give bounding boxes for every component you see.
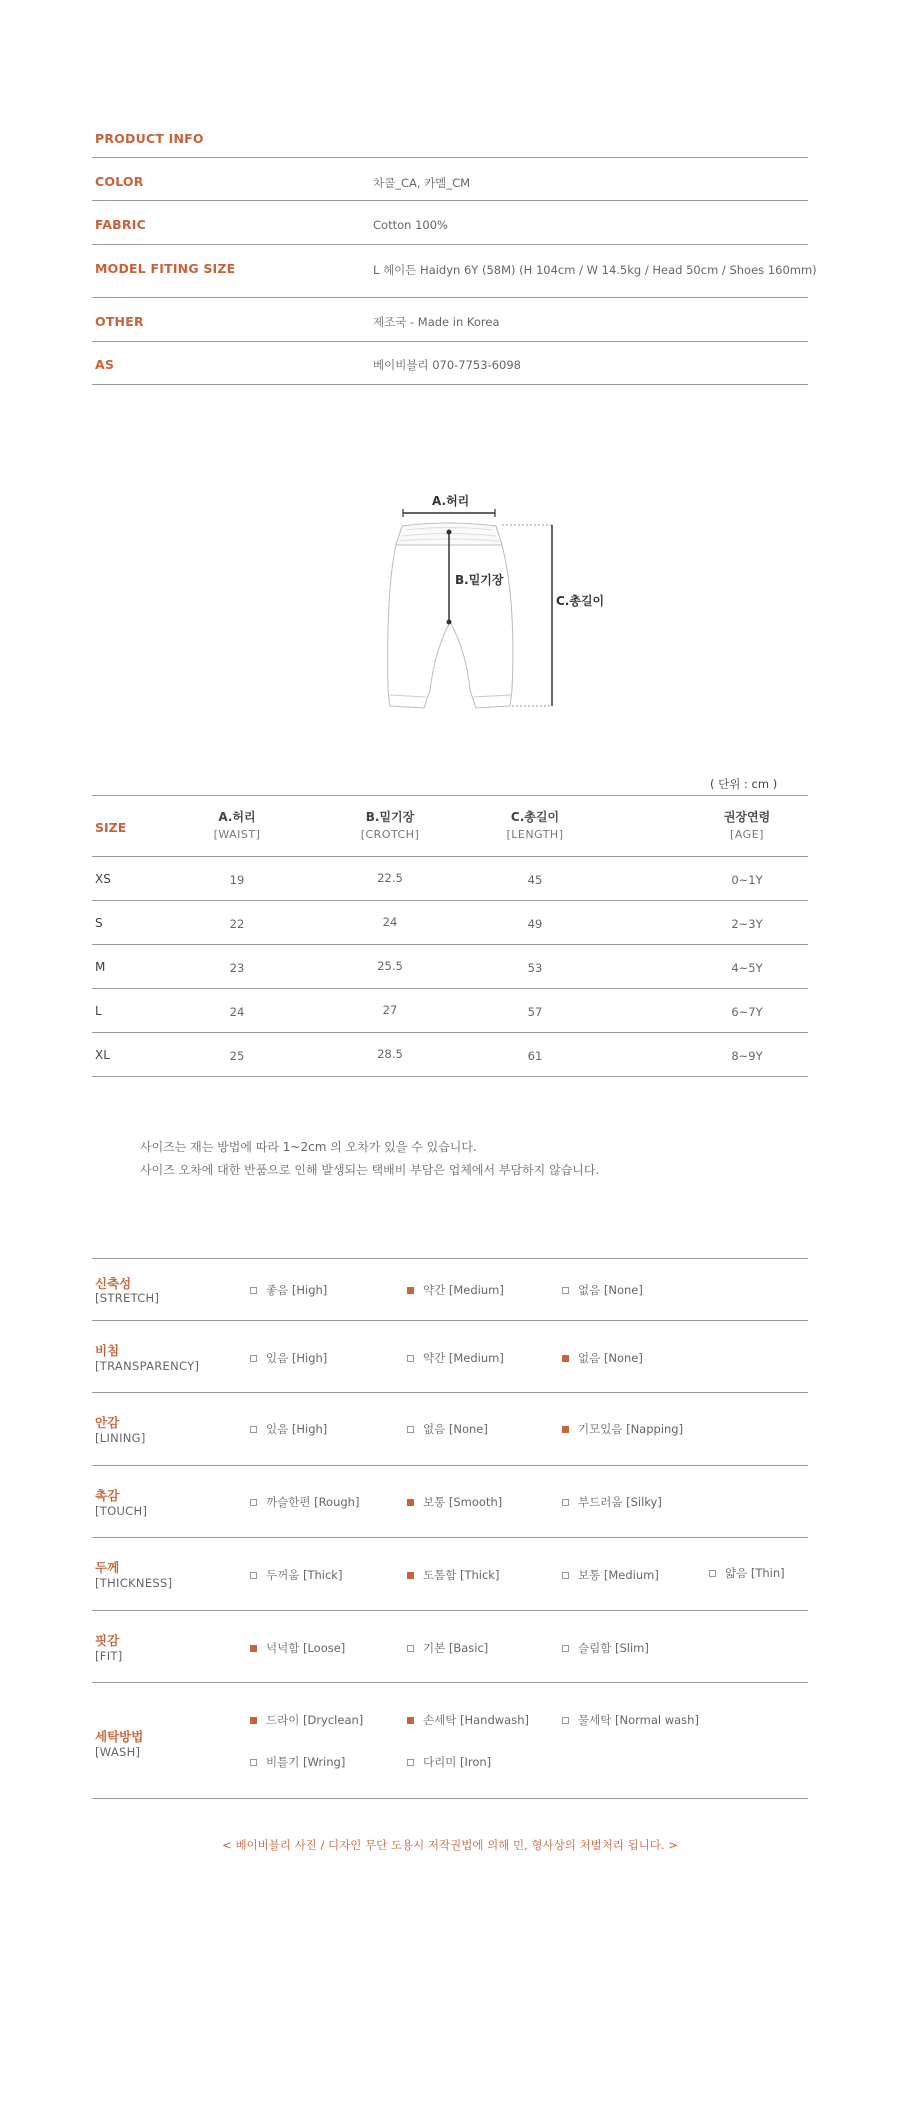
pants-body [388,545,513,708]
option-label: 비틀기 [Wring] [266,1755,346,1769]
checkbox-checked-icon [407,1499,414,1506]
checkbox-icon [250,1355,257,1362]
option-label: 부드러움 [Silky] [578,1495,662,1509]
col-age [692,808,802,841]
table-row [92,857,808,901]
option-lining-none[interactable] [407,1421,488,1437]
option-fit-loose[interactable] [250,1640,345,1656]
attr-label-kr: 핏감 [95,1633,120,1648]
attr-label-kr: 두께 [95,1560,120,1575]
option-label: 없음 [None] [578,1351,643,1365]
attr-label-en: [THICKNESS] [95,1576,173,1590]
option-stretch-none[interactable] [562,1282,643,1298]
attr-label-en: [TOUCH] [95,1504,148,1518]
table-row [92,1033,808,1077]
option-label: 보통 [Medium] [578,1568,659,1582]
copyright-notice: < 베이비블리 사진 / 디자인 무단 도용시 저작권법에 의해 민, 형사상의 처벌처리 됩니다. > [222,1838,678,1852]
table-row [92,901,808,945]
table-row [92,945,808,989]
option-label: 보통 [Smooth] [423,1495,503,1509]
value-crotch: 22.5 [377,871,403,885]
size-table [92,795,808,1077]
value-crotch: 28.5 [377,1047,403,1061]
option-label: 기본 [Basic] [423,1641,489,1655]
attr-row-touch [92,1466,808,1538]
value-waist: 25 [229,1049,245,1063]
col-waist [182,808,292,841]
size-label: S [95,916,103,930]
checkbox-checked-icon [407,1572,414,1579]
option-label: 약간 [Medium] [423,1283,504,1297]
option-touch-rough[interactable] [250,1494,359,1510]
col-crotch [335,808,445,841]
attr-label-kr: 비침 [95,1343,120,1358]
option-lining-high[interactable] [250,1421,327,1437]
checkbox-icon [562,1572,569,1579]
checkbox-icon [562,1717,569,1724]
col-kr: 권장연령 [723,810,771,824]
option-label: 기모있음 [Napping] [578,1422,684,1436]
checkbox-icon [250,1759,257,1766]
value-crotch: 24 [382,915,398,929]
checkbox-checked-icon [562,1355,569,1362]
option-thickness-thick[interactable] [250,1567,342,1583]
info-row-color [92,157,808,200]
option-label: 있음 [High] [266,1351,328,1365]
attr-label-kr: 신축성 [95,1276,132,1291]
checkbox-icon [250,1572,257,1579]
label-waist: A.허리 [432,494,470,508]
value-length: 49 [527,917,543,931]
option-label: 슬림함 [Slim] [578,1641,649,1655]
info-row-as [92,341,808,385]
checkbox-checked-icon [250,1645,257,1652]
size-label: M [95,960,106,974]
option-label: 까슬한편 [Rough] [266,1495,360,1509]
attr-label-en: [LINING] [95,1431,146,1445]
info-key: AS [95,357,115,372]
option-transparency-high[interactable] [250,1350,327,1366]
value-age: 8~9Y [731,1049,763,1063]
attr-label-kr: 촉감 [95,1488,120,1503]
attr-row-transparency [92,1321,808,1393]
checkbox-icon [250,1499,257,1506]
pants-size-diagram [380,490,620,720]
option-label: 얇음 [Thin] [725,1566,785,1580]
checkbox-icon [250,1426,257,1433]
checkbox-checked-icon [407,1287,414,1294]
info-row-other [92,297,808,341]
option-touch-silky[interactable] [562,1494,662,1510]
checkbox-icon [407,1426,414,1433]
attributes-table [92,1258,808,1799]
option-stretch-high[interactable] [250,1282,327,1298]
col-kr: C.총길이 [510,810,560,824]
label-length: C.총길이 [556,594,605,608]
option-wash-dryclean[interactable] [250,1712,363,1728]
col-kr: A.허리 [218,810,256,824]
option-label: 좋음 [High] [266,1283,328,1297]
info-key: OTHER [95,314,144,329]
checkbox-icon [250,1287,257,1294]
col-en: [AGE] [730,828,764,841]
option-label: 손세탁 [Handwash] [423,1713,529,1727]
option-label: 없음 [None] [423,1422,488,1436]
col-en: [LENGTH] [506,828,564,841]
table-row [92,989,808,1033]
attr-label-kr: 안감 [95,1415,120,1430]
note-line: 사이즈는 재는 방법에 따라 1~2cm 의 오차가 있을 수 있습니다. [140,1140,477,1154]
value-waist: 19 [229,873,245,887]
attr-label-kr: 세탁방법 [95,1729,144,1744]
option-label: 두꺼움 [Thick] [266,1568,343,1582]
checkbox-icon [562,1287,569,1294]
info-value: 베이비블리 070-7753-6098 [373,358,521,372]
option-wash-handwash[interactable] [407,1712,529,1728]
option-thickness-medium[interactable] [562,1567,659,1583]
option-label: 다리미 [Iron] [423,1755,492,1769]
note-line: 사이즈 오차에 대한 반품으로 인해 발생되는 택배비 부담은 업체에서 부담하지 않습니다. [140,1163,600,1177]
checkbox-icon [709,1570,716,1577]
unit-label: ( 단위 : cm ) [710,777,778,791]
value-age: 2~3Y [731,917,763,931]
checkbox-icon [407,1355,414,1362]
attr-label-en: [FIT] [95,1649,123,1663]
size-label: XL [95,1048,110,1062]
checkbox-icon [407,1645,414,1652]
info-row-model-size [92,244,817,297]
checkbox-icon [562,1499,569,1506]
value-age: 4~5Y [731,961,763,975]
value-crotch: 25.5 [377,959,403,973]
value-length: 57 [527,1005,543,1019]
checkbox-checked-icon [562,1426,569,1433]
attr-label-en: [STRETCH] [95,1291,160,1305]
value-waist: 23 [229,961,245,975]
value-crotch: 27 [382,1003,398,1017]
option-wash-wring[interactable] [250,1754,345,1770]
attr-label-en: [TRANSPARENCY] [95,1359,200,1373]
option-fit-slim[interactable] [562,1640,649,1656]
value-length: 45 [527,873,543,887]
value-waist: 24 [229,1005,245,1019]
info-key: MODEL FITING SIZE [95,261,236,276]
option-label: 있음 [High] [266,1422,328,1436]
size-label: XS [95,872,111,886]
attr-row-stretch [92,1259,808,1321]
option-label: 도톰함 [Thick] [423,1568,500,1582]
col-kr: B.밑기장 [365,810,415,824]
checkbox-icon [407,1759,414,1766]
option-lining-napping[interactable] [562,1421,683,1437]
option-wash-iron[interactable] [407,1754,491,1770]
checkbox-checked-icon [407,1717,414,1724]
value-waist: 22 [229,917,245,931]
option-transparency-none[interactable] [562,1350,643,1366]
info-row-fabric [92,200,808,244]
value-length: 53 [527,961,543,975]
size-notes [140,1136,599,1182]
option-wash-normal[interactable] [562,1712,699,1728]
value-age: 0~1Y [731,873,763,887]
option-touch-smooth[interactable] [407,1494,502,1510]
info-key: FABRIC [95,217,146,232]
attr-row-thickness [92,1538,808,1611]
info-value: 차콜_CA, 카멜_CM [373,176,471,190]
col-en: [WAIST] [213,828,261,841]
size-label: L [95,1004,102,1018]
size-header-label: SIZE [95,820,127,835]
attr-label-en: [WASH] [95,1745,141,1759]
value-age: 6~7Y [731,1005,763,1019]
option-thickness-thin[interactable] [709,1565,785,1581]
checkbox-checked-icon [250,1717,257,1724]
option-transparency-medium[interactable] [407,1350,504,1366]
value-length: 61 [527,1049,543,1063]
col-en: [CROTCH] [360,828,420,841]
attr-row-lining [92,1393,808,1466]
info-value: L 헤이든 Haidyn 6Y (58M) (H 104cm / W 14.5kg / Head 50cm / Shoes 160mm) [373,263,817,277]
option-stretch-medium[interactable] [407,1282,504,1298]
label-crotch: B.밑기장 [455,573,504,587]
option-thickness-slightly-thick[interactable] [407,1567,499,1583]
info-value: 제조국 - Made in Korea [373,315,500,329]
option-label: 드라이 [Dryclean] [266,1713,364,1727]
col-length [480,808,590,841]
option-label: 물세탁 [Normal wash] [578,1713,699,1727]
option-label: 넉넉함 [Loose] [266,1641,346,1655]
size-table-header [92,795,808,857]
info-key: COLOR [95,174,144,189]
attr-row-wash [92,1683,808,1799]
product-info-heading: PRODUCT INFO [95,131,204,146]
info-value: Cotton 100% [373,218,448,232]
product-info-table [92,157,817,385]
attr-row-fit [92,1611,808,1683]
checkbox-icon [562,1645,569,1652]
option-fit-basic[interactable] [407,1640,488,1656]
option-label: 약간 [Medium] [423,1351,504,1365]
option-label: 없음 [None] [578,1283,643,1297]
